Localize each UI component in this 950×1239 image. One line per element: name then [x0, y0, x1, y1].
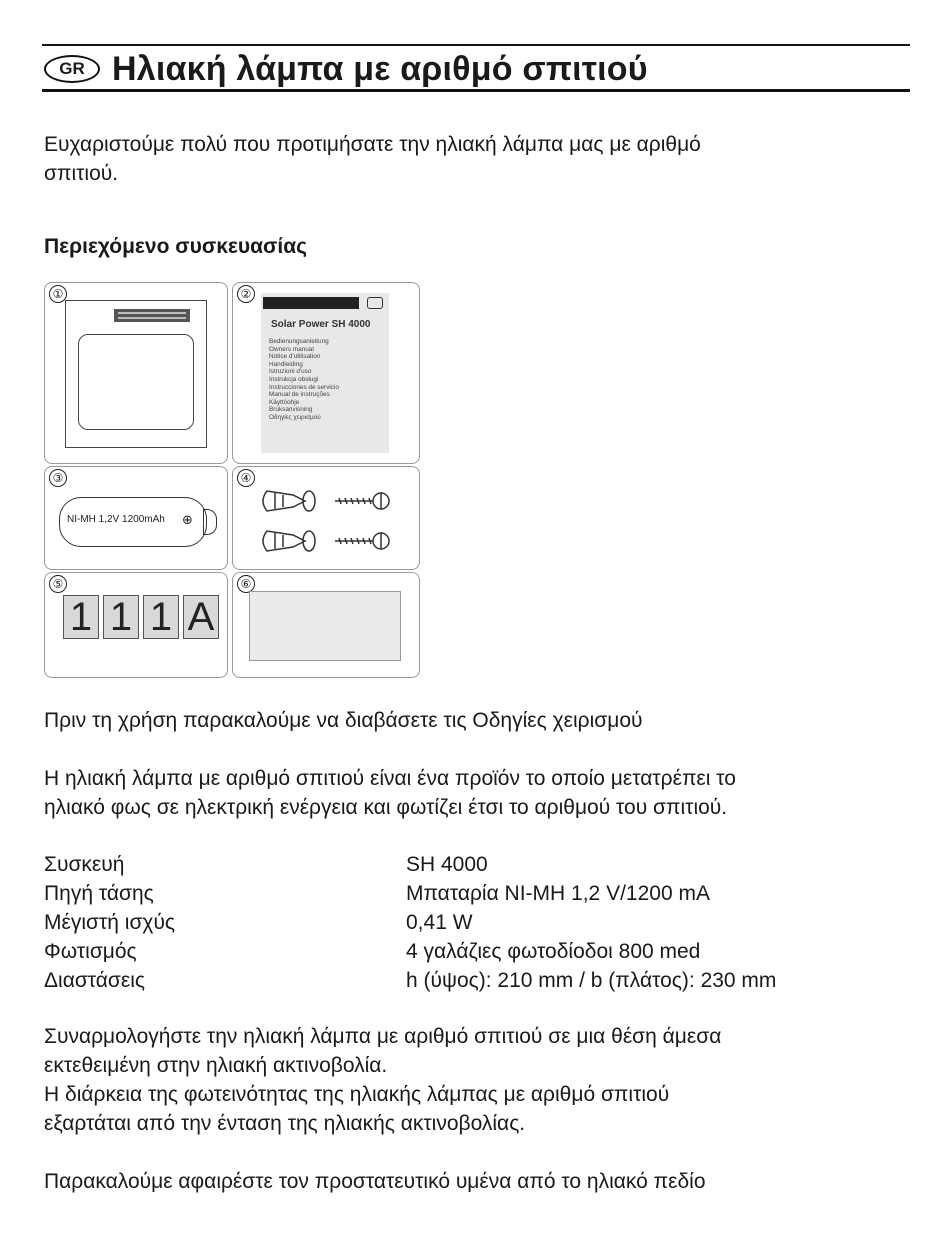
manual-booklet-icon [261, 293, 389, 453]
top-rule [42, 44, 910, 46]
battery-terminal-shape [203, 509, 217, 535]
plus-icon: ⊕ [182, 512, 193, 527]
package-item-digits [44, 572, 228, 678]
item-number: ④ [237, 469, 255, 487]
manual-language-entry: Handleiding [269, 360, 303, 368]
manual-language-list [269, 338, 339, 422]
solar-lamp-icon [65, 300, 207, 448]
battery-label: NI-MH 1,2V 1200mAh [67, 514, 165, 525]
manual-language-entry: Οδηγίες χειρισμού [269, 413, 321, 421]
manual-language-entry: Bruksanvisning [269, 406, 313, 414]
package-item-dowels-screws [232, 466, 420, 570]
spec-value: Μπαταρία NI-MH 1,2 V/1200 mA [406, 882, 710, 905]
manual-language-entry: Käyttöohje [269, 398, 300, 406]
manual-language-entry: Istruzioni d'uso [269, 368, 312, 376]
spec-label: Διαστάσεις [44, 969, 146, 992]
spec-value: h (ύψος): 210 mm / b (πλάτος): 230 mm [406, 969, 777, 992]
manual-language-entry: Manual de instruções [269, 391, 330, 399]
intro-paragraph: Ευχαριστούμε πολύ που προτιμήσατε την ηλιακή λάμπα μας με αριθμό σπιτιού. [44, 133, 701, 185]
item-number: ① [49, 285, 67, 303]
assembly-paragraph: Συναρμολογήστε την ηλιακή λάμπα με αριθμό σπιτιού σε μια θέση άμεσα εκτεθειμένη στην ηλιακή ακτινοβολία. Η διάρκεια της φωτεινότητας της ηλιακής λάμπας με αριθμό σπιτιού εξαρτάται από την ένταση της ηλιακής ακτινοβολίας. [44, 1025, 722, 1135]
manual-language-entry: Notice d'utilisation [269, 353, 321, 361]
spec-value: 4 γαλάζιες φωτοδίοδοι 800 med [406, 940, 701, 963]
before-use-note: Πριν τη χρήση παρακαλούμε να διαβάσετε τις Οδηγίες χειρισμού [44, 709, 643, 732]
house-number-digit: 1 [63, 595, 99, 639]
spec-label: Πηγή τάσης [44, 882, 154, 905]
item-number: ② [237, 285, 255, 303]
protective-film-note: Παρακαλούμε αφαιρέστε τον προστατευτικό υμένα από το ηλιακό πεδίο [44, 1170, 706, 1193]
manual-title: Solar Power SH 4000 [271, 319, 371, 330]
solar-panel-shape [114, 309, 190, 322]
language-badge: GR [44, 55, 100, 83]
description-paragraph: Η ηλιακή λάμπα με αριθμό σπιτιού είναι ένα προϊόν το οποίο μετατρέπει το ηλιακό φως σε ηλεκτρική ενέργεια και φωτίζει έτσι το αριθμού του σπιτιού. [44, 767, 736, 819]
package-item-battery [44, 466, 228, 570]
spec-value: 0,41 W [406, 911, 473, 934]
item-number: ③ [49, 469, 67, 487]
house-number-digit: 1 [143, 595, 179, 639]
protective-film-icon [249, 591, 401, 661]
brand-logo-icon [367, 297, 383, 309]
screw-icon [335, 493, 389, 509]
spec-label: Μέγιστή ισχύς [44, 911, 176, 934]
page-title: Ηλιακή λάμπα με αριθμό σπιτιού [112, 49, 648, 88]
item-number: ⑥ [237, 575, 255, 593]
manual-language-entry: Owners manual [269, 345, 314, 353]
package-item-protective-film [232, 572, 420, 678]
house-number-digit: 1 [103, 595, 139, 639]
dowel-icon [263, 491, 315, 511]
item-number: ⑤ [49, 575, 67, 593]
package-item-manual [232, 282, 420, 464]
package-contents-heading: Περιεχόμενο συσκευασίας [44, 235, 308, 258]
title-underline [42, 89, 910, 92]
manual-language-entry: Bedienungsanleitung [269, 338, 329, 345]
manual-language-entry: Instrukcja obsługi [269, 375, 319, 383]
dowels-and-screws-icon [253, 483, 413, 563]
dowel-icon [263, 531, 315, 551]
house-number-digit: A [183, 595, 219, 639]
spec-label: Συσκευή [44, 853, 125, 876]
spec-label: Φωτισμός [44, 940, 137, 963]
package-contents-grid [44, 282, 420, 678]
screw-icon [335, 533, 389, 549]
page-header [44, 50, 648, 88]
lamp-window-shape [78, 334, 194, 430]
spec-value: SH 4000 [406, 853, 488, 876]
package-item-lamp [44, 282, 228, 464]
manual-language-entry: Instrucciones de servicio [269, 383, 339, 391]
